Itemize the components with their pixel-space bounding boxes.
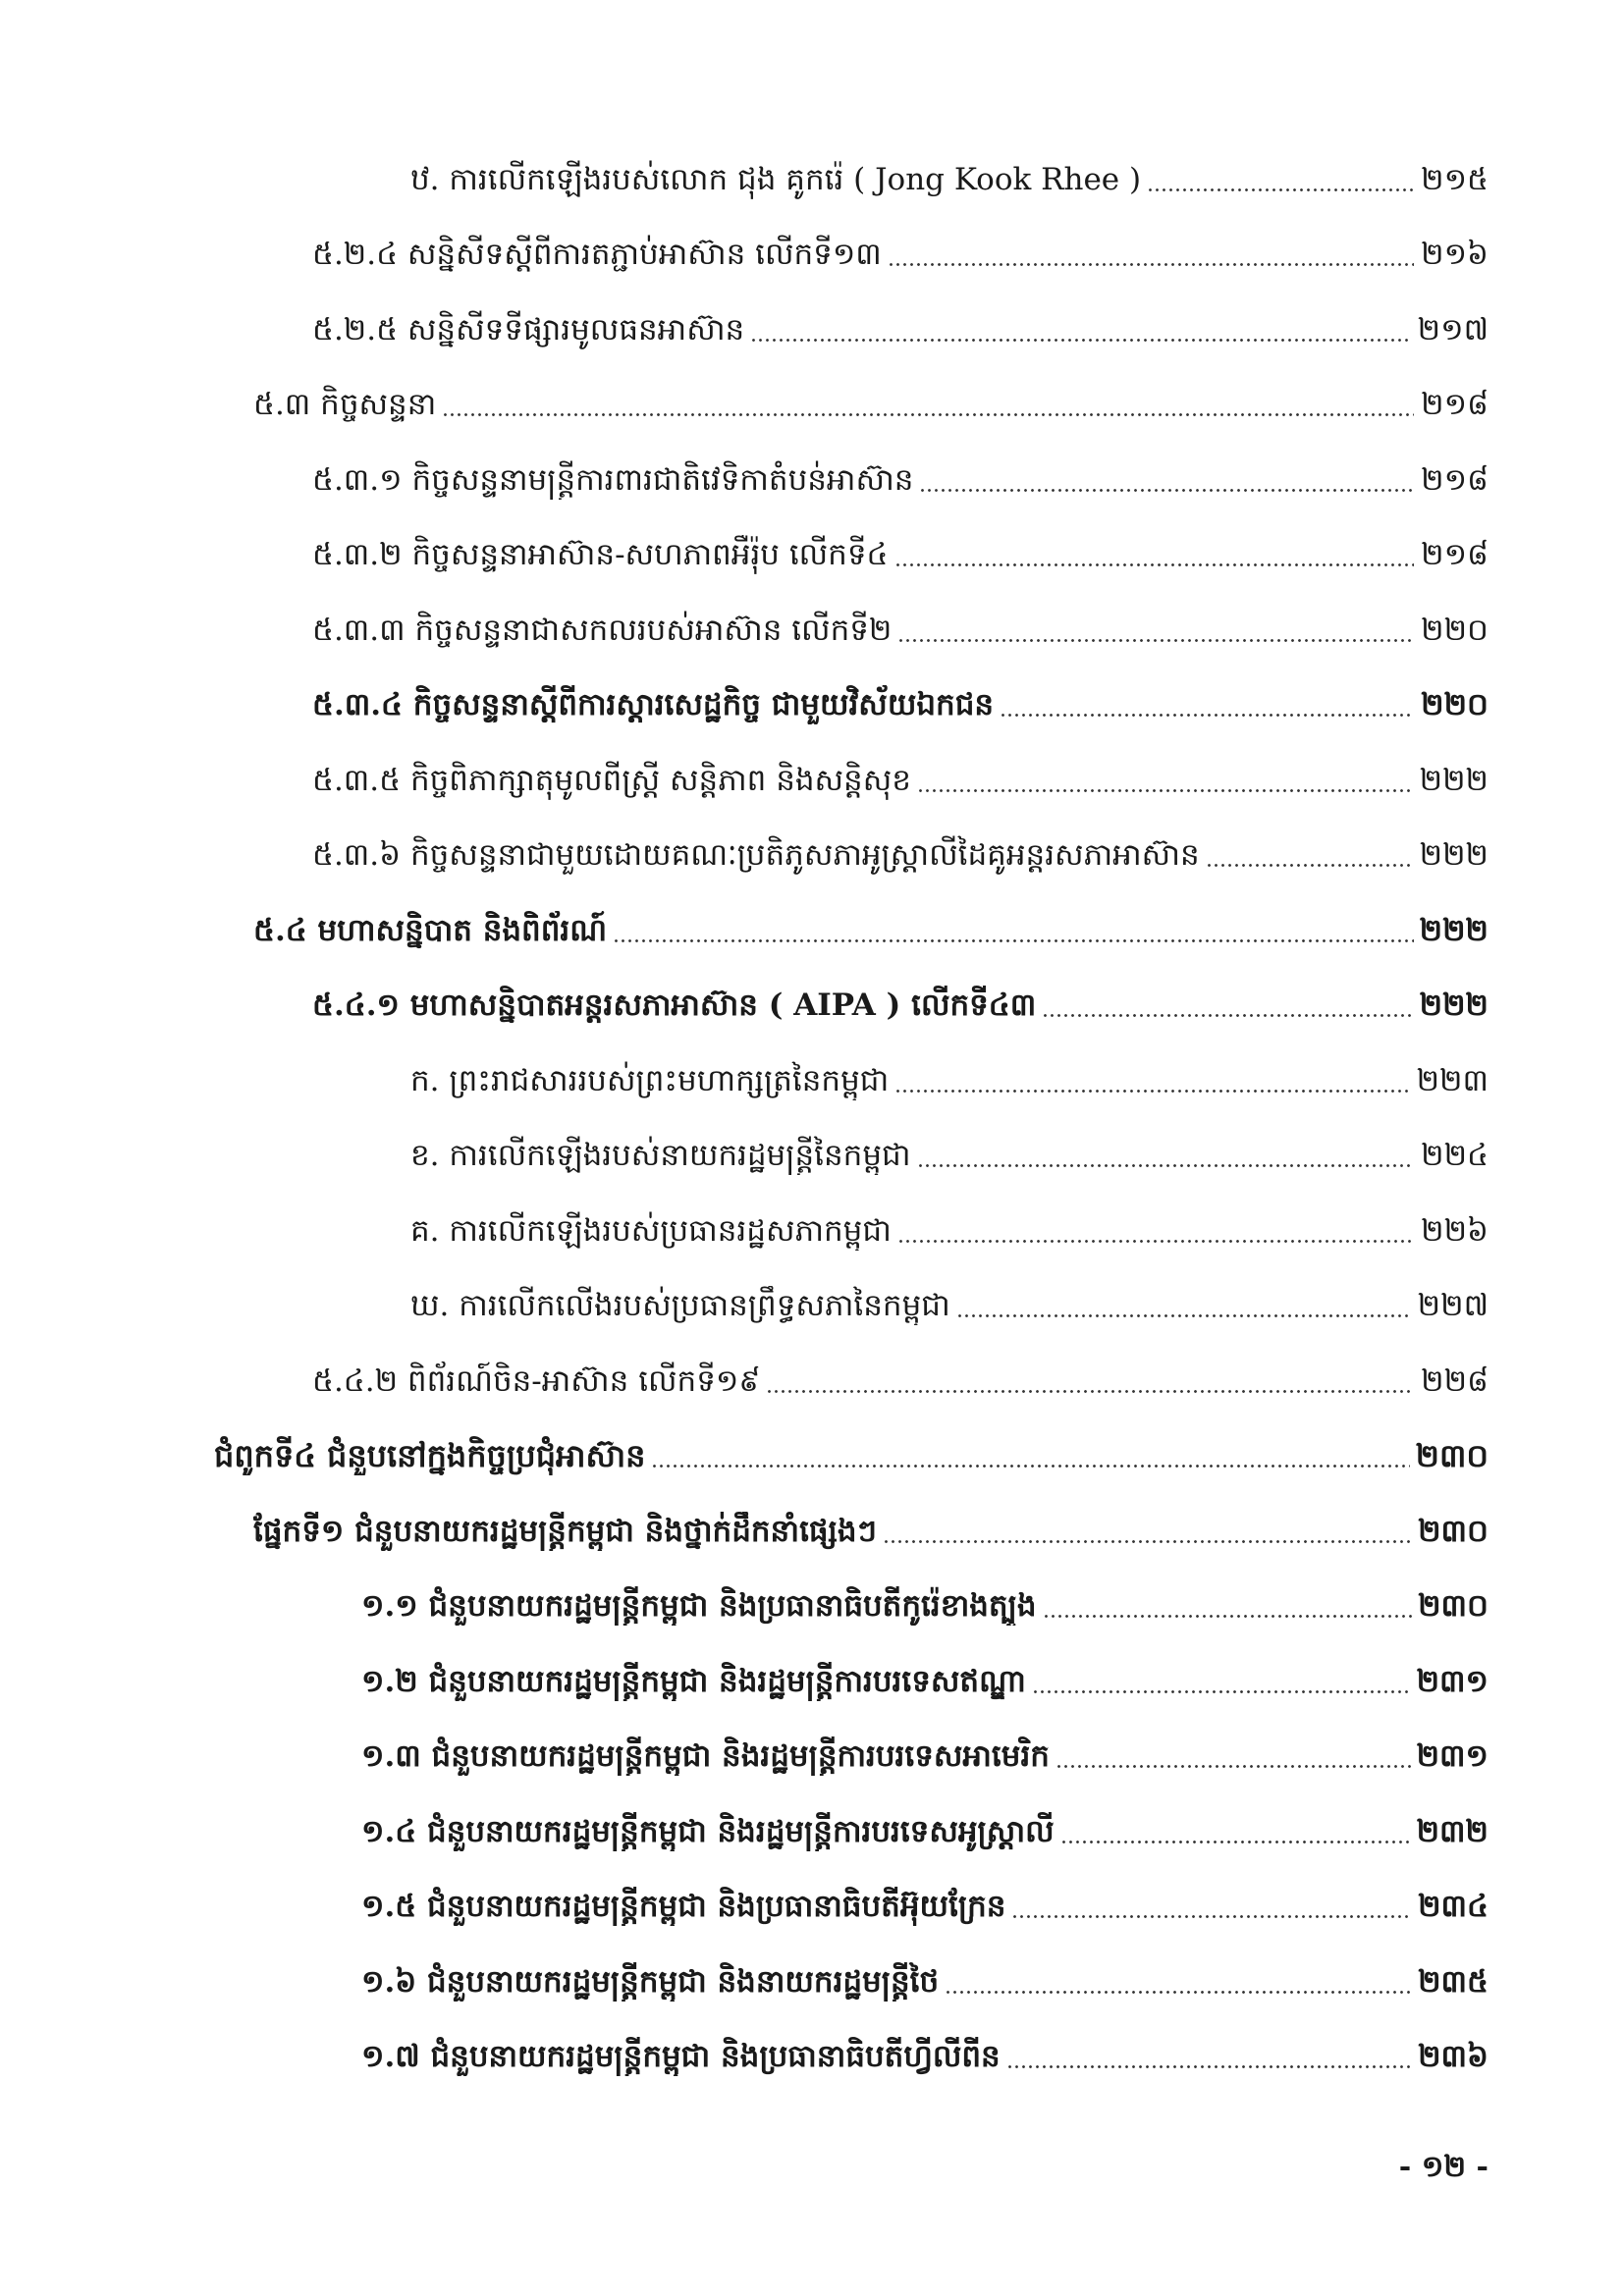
toc-entry-title: ១.១ ជំនួបនាយករដ្ឋមន្ត្រីកម្ពុជា និងប្រធានាធិបតីកូរ៉េខាងត្បូង: [361, 1588, 1037, 1624]
toc-entry-title: ៥.៣.១ កិច្ចសន្ទនាមន្ត្រីការពារជាតិវេទិកាតំបន់អាស៊ាន: [312, 461, 914, 498]
toc-entry[interactable]: [0, 1270, 1624, 1346]
toc-entry-title: ១.៦ ជំនួបនាយករដ្ឋមន្ត្រីកម្ពុជា និងនាយករដ្ឋមន្ត្រីថៃ: [361, 1963, 940, 2000]
toc-entry[interactable]: [0, 1871, 1624, 1947]
dot-leader: [1147, 188, 1414, 191]
dot-leader: [897, 1240, 1414, 1243]
toc-entry[interactable]: [0, 1495, 1624, 1571]
toc-entry-page: ២២៣: [1416, 1062, 1489, 1098]
toc-entry-title: ក. ព្រះរាជសាររបស់ព្រះមហាក្សត្រនៃកម្ពុជា: [410, 1062, 890, 1098]
toc-entry-title: ៥.៣.៦ កិច្ចសន្ទនាជាមួយដោយគណៈប្រតិភូសភាអូស្ត្រាលីដៃគូអន្តរសភាអាស៊ាន: [312, 837, 1200, 873]
dot-leader: [1011, 1915, 1412, 1918]
toc-entry[interactable]: [0, 894, 1624, 970]
toc-entry-title: ៥.៤ មហាសន្និបាត និងពិព័រណ៍: [253, 912, 608, 948]
dot-leader: [1032, 1690, 1411, 1693]
toc-entry[interactable]: [0, 744, 1624, 820]
toc-entry-page: ២៣០: [1415, 1437, 1489, 1474]
toc-entry[interactable]: [0, 594, 1624, 669]
dot-leader: [883, 1540, 1412, 1543]
toc-entry-title: ៥.៣.៥ កិច្ចពិភាក្សាតុមូលពីស្ត្រី សន្តិភាព និងសន្តិសុខ: [312, 762, 911, 798]
dot-leader: [1006, 2065, 1412, 2068]
dot-leader: [945, 1991, 1412, 1994]
dot-leader: [442, 413, 1414, 416]
toc-entry-page: ២២៤: [1421, 1138, 1489, 1173]
dot-leader: [1042, 1014, 1413, 1017]
dot-leader: [919, 489, 1414, 492]
toc-entry-title: ៥.២.៤ សន្និសីទស្តីពីការតភ្ជាប់អាស៊ាន លើកទី១៣: [312, 237, 882, 272]
toc-entry[interactable]: [0, 519, 1624, 595]
toc-entry-title: ជំពូកទី៤ ជំនួបនៅក្នុងកិច្ចប្រជុំអាស៊ាន: [214, 1437, 646, 1474]
toc-entry-page: ២១៨: [1421, 461, 1489, 498]
toc-entry[interactable]: [0, 2021, 1624, 2097]
toc-entry-title: ៥.៤.១ មហាសន្និបាតអន្តរសភាអាស៊ាន ( AIPA ) លើកទី៤៣: [312, 988, 1037, 1023]
toc-entry-title: ៥.៣.៤ កិច្ចសន្ទនាស្តីពីការស្តារសេដ្ឋកិច្ច ជាមួយវិស័យឯកជន: [312, 687, 995, 722]
toc-entry-page: ២៣៦: [1418, 2039, 1489, 2074]
toc-entry[interactable]: [0, 1721, 1624, 1796]
dot-leader: [894, 1090, 1410, 1093]
toc-entry[interactable]: [0, 1195, 1624, 1270]
toc-entry[interactable]: [0, 369, 1624, 445]
toc-entry[interactable]: [0, 444, 1624, 519]
toc-entry-page: ២២៧: [1417, 1288, 1489, 1323]
toc-entry-page: ២៣១: [1416, 1738, 1489, 1774]
dot-leader: [897, 639, 1414, 642]
toc-entry-page: ២២០: [1421, 687, 1489, 722]
toc-entry[interactable]: [0, 1420, 1624, 1496]
toc-entry[interactable]: [0, 143, 1624, 219]
toc-entry-title: ផ្នែកទី១ ជំនួបនាយករដ្ឋមន្ត្រីកម្ពុជា និងថ្នាក់ដឹកនាំផ្សេងៗ: [253, 1513, 877, 1549]
toc-entry[interactable]: [0, 970, 1624, 1045]
dot-leader: [917, 789, 1414, 792]
toc-entry-page: ២២៨: [1421, 1362, 1489, 1399]
toc-entry-title: ១.៣ ជំនួបនាយករដ្ឋមន្ត្រីកម្ពុជា និងរដ្ឋមន្ត្រីការបរទេសអាមេរិក: [361, 1738, 1050, 1774]
toc-entry-title: ៥.៣ កិច្ចសន្ទនា: [253, 387, 437, 422]
toc-entry-title: គ. ការលើកឡើងរបស់ប្រធានរដ្ឋសភាកម្ពុជា: [410, 1212, 892, 1249]
toc-entry[interactable]: [0, 1946, 1624, 2021]
toc-entry[interactable]: [0, 1120, 1624, 1196]
toc-entry-page: ២១៨: [1421, 387, 1489, 422]
toc-entry[interactable]: [0, 1795, 1624, 1871]
toc-entry[interactable]: [0, 1044, 1624, 1120]
toc-entry-page: ២១៧: [1417, 311, 1489, 347]
dot-leader: [1000, 714, 1414, 717]
toc-entry[interactable]: [0, 294, 1624, 369]
toc-entry-title: ៥.៣.២ កិច្ចសន្ទនាអាស៊ាន-សហភាពអឺរ៉ុប លើកទី៤: [312, 537, 889, 572]
toc-entry-title: ខ. ការលើកឡើងរបស់នាយករដ្ឋមន្ត្រីនៃកម្ពុជា: [410, 1138, 911, 1173]
dot-leader: [613, 939, 1414, 942]
toc-entry-page: ២២២: [1419, 912, 1489, 948]
dot-leader: [651, 1465, 1409, 1468]
toc-entry-title: ១.៧ ជំនួបនាយករដ្ឋមន្ត្រីកម្ពុជា និងប្រធានាធិបតីហ្វីលីពីន: [361, 2039, 1001, 2074]
dot-leader: [956, 1314, 1412, 1317]
toc-entry-page: ២១៦: [1421, 237, 1489, 272]
toc-entry-page: ២៣០: [1418, 1588, 1489, 1624]
toc-entry-page: ២១៨: [1421, 537, 1489, 572]
toc-entry-title: ឃ. ការលើកលើងរបស់ប្រធានព្រឹទ្ធសភានៃកម្ពុជា: [410, 1288, 950, 1323]
toc-entry-title: ១.៤ ជំនួបនាយករដ្ឋមន្ត្រីកម្ពុជា និងរដ្ឋមន្ត្រីការបរទេសអូស្ត្រាលី: [361, 1813, 1055, 1849]
dot-leader: [1043, 1615, 1413, 1618]
toc-entry-title: ៥.៤.២ ពិព័រណ៍ចិន-អាស៊ាន លើកទី១៩: [312, 1362, 761, 1399]
toc-entry-page: ២២០: [1421, 612, 1489, 648]
toc-entry-page: ២១៥: [1421, 161, 1489, 197]
page-number: - ១២ -: [1398, 2150, 1489, 2184]
dot-leader: [888, 263, 1414, 266]
toc-entry-title: ១.២ ជំនួបនាយករដ្ឋមន្ត្រីកម្ពុជា និងរដ្ឋមន្ត្រីការបរទេសឥណ្ឌា: [361, 1663, 1026, 1699]
toc-entry[interactable]: [0, 1345, 1624, 1420]
toc-entry-page: ២២២: [1419, 762, 1489, 798]
table-of-contents: [0, 143, 1624, 2096]
toc-entry[interactable]: [0, 669, 1624, 745]
dot-leader: [917, 1164, 1414, 1167]
toc-entry-title: ៥.៣.៣ កិច្ចសន្ទនាជាសកលរបស់អាស៊ាន លើកទី២: [312, 612, 893, 648]
toc-entry-page: ២៣៥: [1418, 1963, 1489, 2000]
toc-entry-page: ២៣០: [1418, 1513, 1489, 1549]
toc-entry[interactable]: [0, 820, 1624, 895]
toc-entry-title: ១.៥ ជំនួបនាយករដ្ឋមន្ត្រីកម្ពុជា និងប្រធានាធិបតីអ៊ុយក្រែន: [361, 1889, 1006, 1924]
toc-entry-page: ២៣៤: [1418, 1889, 1489, 1924]
toc-entry[interactable]: [0, 1645, 1624, 1721]
toc-entry[interactable]: [0, 1571, 1624, 1646]
dot-leader: [766, 1390, 1414, 1393]
dot-leader: [1056, 1765, 1411, 1768]
toc-entry-title: ៥.២.៥ សន្និសីទទីផ្សារមូលធនអាស៊ាន: [312, 311, 745, 347]
toc-entry-page: ២៣២: [1416, 1813, 1489, 1849]
toc-entry-page: ២៣១: [1416, 1663, 1489, 1699]
toc-entry[interactable]: [0, 219, 1624, 294]
dot-leader: [1206, 864, 1414, 867]
toc-entry-page: ២២៦: [1421, 1212, 1489, 1249]
toc-entry-page: ២២២: [1419, 988, 1489, 1023]
toc-entry-page: ២២២: [1419, 837, 1489, 873]
dot-leader: [894, 563, 1415, 566]
dot-leader: [1060, 1841, 1411, 1843]
toc-entry-title: ឋ. ការលើកឡើងរបស់លោក ជុង គូករ៉េ ( Jong Kook Rhee ): [410, 161, 1142, 197]
dot-leader: [750, 339, 1411, 342]
